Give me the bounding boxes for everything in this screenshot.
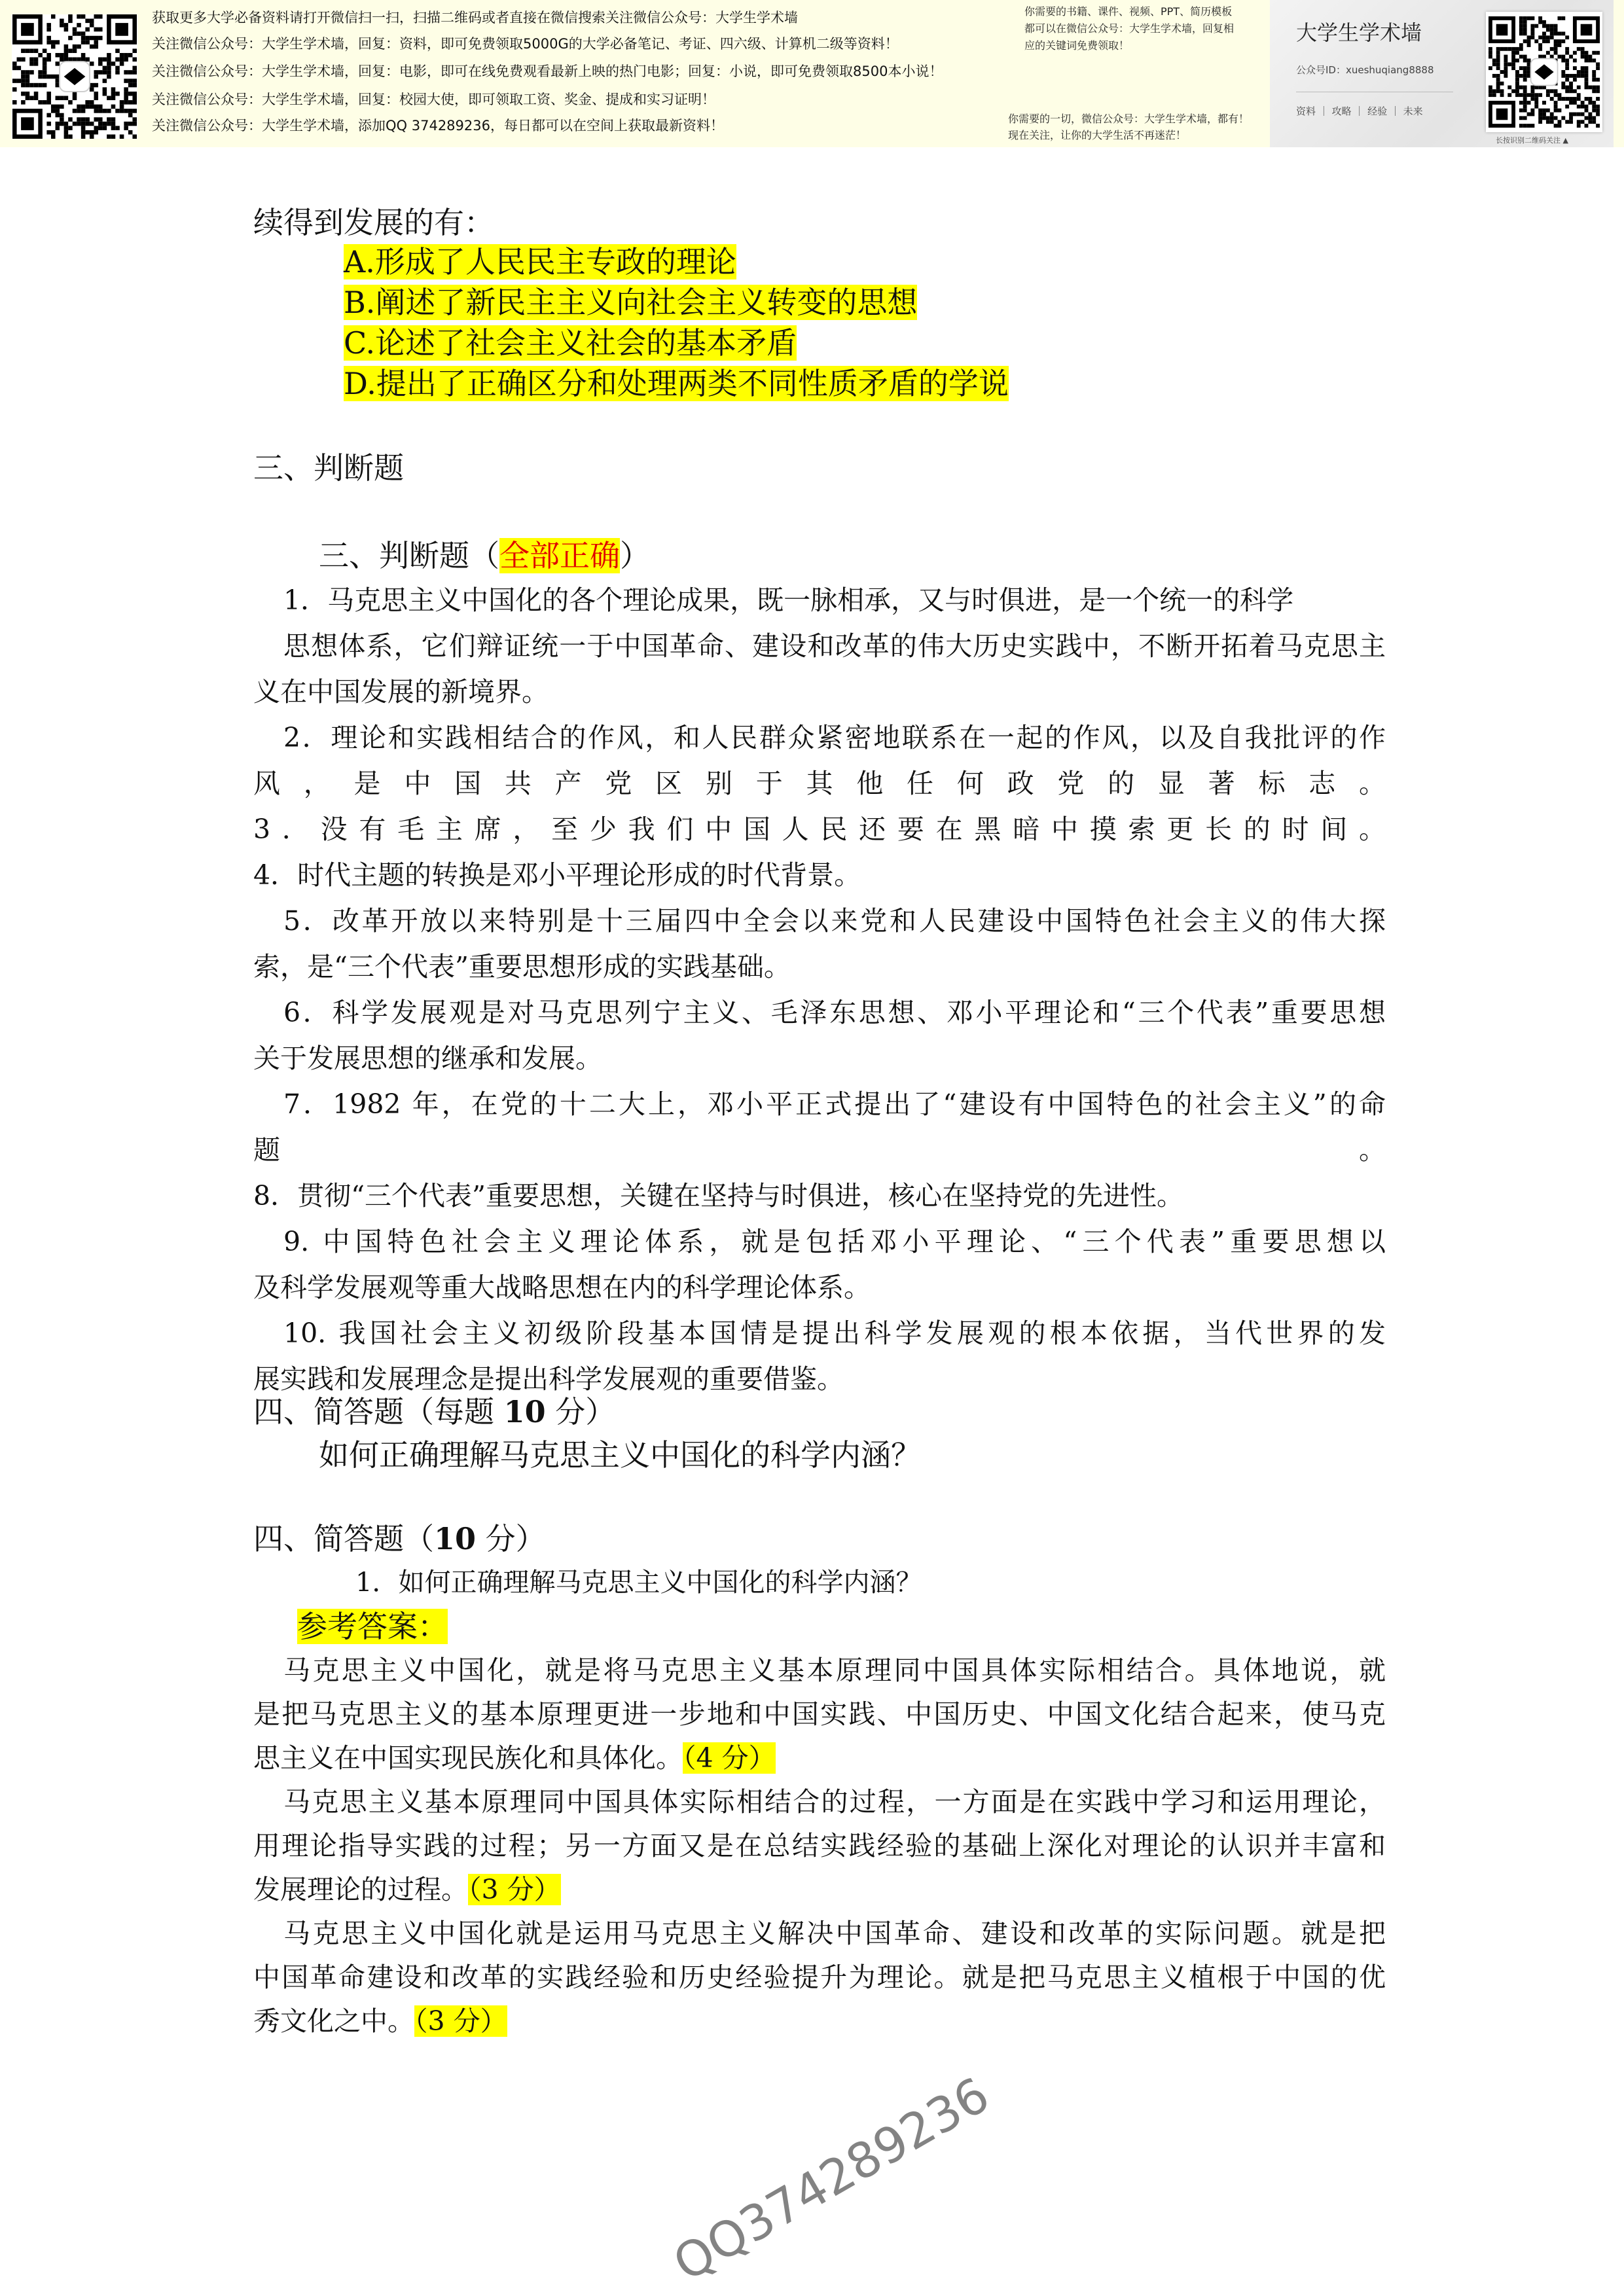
- score-badge: （4 分）: [683, 1742, 776, 1774]
- answer-line: [253, 1912, 1386, 1956]
- banner-line: 关注微信公众号：大学生学术墙，回复：资料，即可免费领取5000G的大学必备笔记、考证、四六级、计算机二级等资料！: [152, 36, 899, 52]
- section4-title: [253, 1390, 1386, 1433]
- statement-line: 义在中国发展的新境界。: [253, 676, 549, 708]
- heading-prefix: 三、判断题（: [319, 538, 499, 573]
- answer-text: 是把马克思主义的基本原理更进一步地和中国实践、中国历史、中国文化结合起来，使马克: [253, 1698, 1386, 1730]
- qr-caption: 长按识别二维码关注 ▲: [1496, 136, 1568, 145]
- answer-text: 思主义在中国实现民族化和具体化。: [253, 1742, 683, 1774]
- option-b: B.阐述了新民主主义向社会主义转变的思想: [344, 285, 918, 320]
- account-name: 大学生学术墙: [1296, 20, 1422, 45]
- banner-line: 关注微信公众号：大学生学术墙，回复：电影，即可在线免费观看最新上映的热门电影；回复：小说，即可免费领取8500本小说！: [152, 63, 943, 79]
- answer-label: 参考答案：: [297, 1609, 448, 1644]
- statement-line: 3．没有毛主席，至少我们中国人民还要在黑暗中摸索更长的时间。: [253, 814, 1386, 845]
- answer-line: [253, 1824, 1386, 1868]
- option-a: A.形成了人民民主专政的理论: [344, 244, 736, 279]
- answer-label-row: [297, 1605, 1430, 1648]
- statement-line: 8．贯彻“三个代表”重要思想，关键在坚持与时俱进，核心在坚持党的先进性。: [253, 1180, 1184, 1211]
- account-card: [1270, 0, 1614, 147]
- title-a: 四、简答题（: [253, 1521, 434, 1556]
- section3-answer-title: [319, 534, 1451, 577]
- banner-line: 关注微信公众号：大学生学术墙，回复：校园大使，即可领取工资、奖金、提成和实习证明！: [152, 92, 715, 107]
- answer-text: 马克思主义中国化，就是将马克思主义基本原理同中国具体实际相结合。具体地说，就: [283, 1655, 1386, 1686]
- title-b: 10: [434, 1521, 477, 1556]
- banner-side-line: 你需要的一切，微信公众号：大学生学术墙，都有！: [1008, 113, 1250, 125]
- answer-text: 马克思主义基本原理同中国具体实际相结合的过程，一方面是在实践中学习和运用理论，: [283, 1786, 1386, 1818]
- statement-line: 关于发展思想的继承和发展。: [253, 1043, 602, 1074]
- account-id: 公众号ID：xueshuqiang8888: [1296, 64, 1434, 76]
- statement-line: 10. 我国社会主义初级阶段基本国情是提出科学发展观的根本依据，当代世界的发: [283, 1318, 1386, 1349]
- banner-side-line: 现在关注，让你的大学生活不再迷茫！: [1008, 129, 1187, 141]
- answer-line: [253, 1693, 1386, 1736]
- heading-suffix: ）: [620, 538, 650, 573]
- options-list: [344, 242, 1476, 404]
- banner-line: 关注微信公众号：大学生学术墙，添加QQ 374289236，每日都可以在空间上获取最新资料！: [152, 118, 724, 134]
- statement-line: 1．马克思主义中国化的各个理论成果，既一脉相承，又与时俱进，是一个统一的科学: [283, 584, 1294, 616]
- answer-text: 用理论指导实践的过程；另一方面又是在总结实践经验的基础上深化对理论的认识并丰富和: [253, 1830, 1386, 1861]
- statement-line: 展实践和发展理念是提出科学发展观的重要借鉴。: [253, 1363, 844, 1395]
- statement-line: 6．科学发展观是对马克思列宁主义、毛泽东思想、邓小平理论和“三个代表”重要思想: [283, 997, 1386, 1028]
- answer-text: 秀文化之中。: [253, 2005, 414, 2037]
- statement-line: 及科学发展观等重大战略思想在内的科学理论体系。: [253, 1272, 871, 1303]
- true-false-list: [253, 577, 1386, 1402]
- score-badge: （3 分）: [414, 2005, 507, 2037]
- statement-line: 5．改革开放以来特别是十三届四中全会以来党和人民建设中国特色社会主义的伟大探: [283, 905, 1386, 937]
- banner-side-line: 应的关键词免费领取！: [1024, 39, 1130, 52]
- section4-question: 如何正确理解马克思主义中国化的科学内涵？: [319, 1437, 921, 1473]
- statement-line: 9. 中国特色社会主义理论体系，就是包括邓小平理论、“三个代表”重要思想以: [283, 1226, 1386, 1257]
- answer-text: 发展理论的过程。: [253, 1874, 468, 1905]
- answer-line: [253, 1736, 1386, 1780]
- section3-title: 三、判断题: [253, 450, 404, 486]
- statement-line: 2．理论和实践相结合的作风，和人民群众紧密地联系在一起的作风，以及自我批评的作: [283, 722, 1386, 753]
- intro-text: 续得到发展的有：: [253, 205, 494, 240]
- section4b-title: [253, 1517, 1386, 1560]
- banner-side-line: 都可以在微信公众号：大学生学术墙，回复相: [1024, 22, 1235, 35]
- title-a: 四、简答题（每题: [253, 1394, 504, 1429]
- option-c: C.论述了社会主义社会的基本矛盾: [344, 325, 797, 361]
- banner-line: 获取更多大学必备资料请打开微信扫一扫，扫描二维码或者直接在微信搜索关注微信公众号：大学生学术墙: [152, 10, 798, 26]
- title-b: 10: [503, 1394, 546, 1429]
- answer-line: [253, 1868, 1386, 1912]
- statement-line: 索，是“三个代表”重要思想形成的实践基础。: [253, 951, 791, 982]
- statement-line: 风，是中国共产党区别于其他任何政党的显著标志。: [253, 768, 1386, 799]
- question-1: 1．如何正确理解马克思主义中国化的科学内涵？: [355, 1568, 922, 1598]
- title-c: 分）: [545, 1394, 616, 1429]
- promo-banner: [0, 0, 1624, 147]
- answer-body: [253, 1649, 1386, 2043]
- statement-line: 4．时代主题的转换是邓小平理论形成的时代背景。: [253, 859, 861, 891]
- answer-line: [253, 1956, 1386, 2000]
- answer-text: 中国革命建设和改革的实践经验和历史经验提升为理论。就是把马克思主义植根于中国的优: [253, 1962, 1386, 1993]
- answer-line: [253, 1649, 1386, 1693]
- statement-line: 思想体系，它们辩证统一于中国革命、建设和改革的伟大历史实践中，不断开拓着马克思主: [283, 630, 1386, 662]
- score-badge: （3 分）: [468, 1874, 561, 1905]
- qr-code-left: [12, 14, 137, 139]
- option-d: D.提出了正确区分和处理两类不同性质矛盾的学说: [344, 366, 1009, 401]
- answer-text: 马克思主义中国化就是运用马克思主义解决中国革命、建设和改革的实际问题。就是把: [283, 1918, 1386, 1949]
- banner-side-line: 你需要的书籍、课件、视频、PPT、简历模板: [1024, 5, 1233, 18]
- answer-line: [253, 1780, 1386, 1824]
- answer-all-correct: 全部正确: [499, 538, 620, 573]
- watermark: QQ374289236: [664, 2066, 999, 2293]
- answer-line: [253, 2000, 1386, 2043]
- account-tags: 资料 ｜ 攻略 ｜ 经验 ｜ 未来: [1296, 105, 1423, 117]
- title-c: 分）: [476, 1521, 546, 1556]
- statement-line: 7．1982 年，在党的十二大上，邓小平正式提出了“建设有中国特色的社会主义”的命: [283, 1088, 1386, 1120]
- qr-code-right: [1486, 12, 1602, 132]
- statement-line: 题。: [253, 1134, 1386, 1166]
